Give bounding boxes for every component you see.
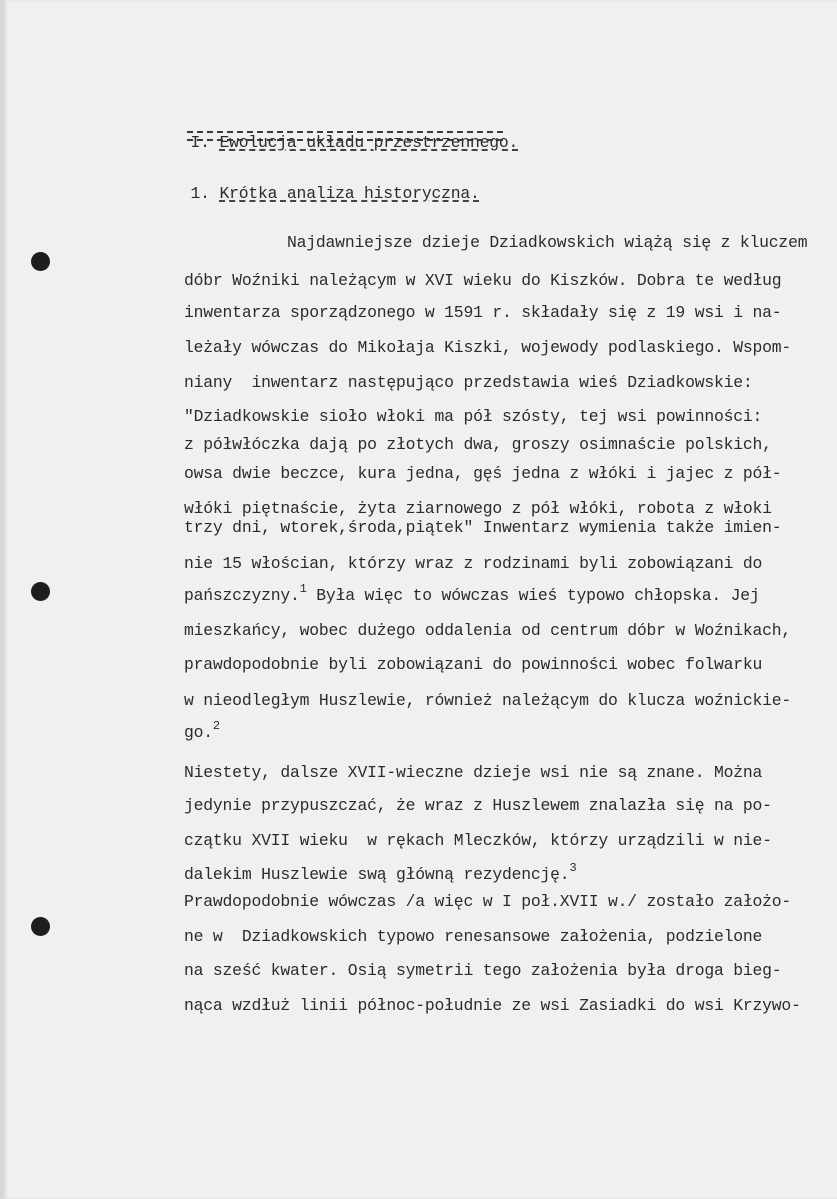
document-page xyxy=(4,0,837,1199)
text-line xyxy=(287,234,807,252)
text-line xyxy=(184,656,762,674)
line-text: Prawdopodobnie wówczas /a więc w I poł.XVII w./ zostało założo- xyxy=(184,892,792,911)
line-text: Najdawniejsze dzieje Dziadkowskich wiążą się z kluczem xyxy=(287,233,808,252)
line-text: Niestety, dalsze XVII-wieczne dzieje wsi nie są znane. Można xyxy=(184,763,763,782)
text-line xyxy=(184,374,753,392)
footnote-marker: 2 xyxy=(212,719,220,733)
line-text: nie 15 włościan, którzy wraz z rodzinami byli zobowiązani do xyxy=(184,554,763,573)
text-line xyxy=(184,962,781,980)
text-line xyxy=(184,928,762,946)
line-text: trzy dni, wtorek,środa,piątek" Inwentarz wymienia także imien- xyxy=(184,518,782,537)
line-text: na sześć kwater. Osią symetrii tego założenia była droga bieg- xyxy=(184,961,782,980)
line-text: mieszkańcy, wobec dużego oddalenia od centrum dóbr w Woźnikach, xyxy=(184,621,792,640)
punch-hole xyxy=(31,917,50,936)
text-line xyxy=(184,339,791,357)
line-text: nąca wzdłuż linii północ-południe ze wsi Zasiadki do wsi Krzywo- xyxy=(184,996,801,1015)
line-text: jedynie przypuszczać, że wraz z Huszlewem znalazła się na po- xyxy=(184,796,772,815)
line-text: leżały wówczas do Mikołaja Kiszki, wojewody podlaskiego. Wspom- xyxy=(184,338,792,357)
line-text: z półwłóczka dają po złotych dwa, groszy osimnaście polskich, xyxy=(184,435,772,454)
subsection-number: 1. xyxy=(190,184,210,203)
subsection-heading xyxy=(152,167,480,221)
text-line xyxy=(184,622,791,640)
section-title: Ewolucja układu przestrzennego. xyxy=(219,133,519,152)
double-underline xyxy=(187,131,503,141)
line-text: inwentarza sporządzonego w 1591 r. składały się z 19 wsi i na- xyxy=(184,303,782,322)
text-line xyxy=(184,582,760,605)
line-text-continued: Była więc to wówczas wieś typowo chłopska. Jej xyxy=(306,586,760,605)
text-line xyxy=(184,436,772,454)
text-line xyxy=(184,519,781,537)
section-heading xyxy=(152,116,518,170)
line-text: czątku XVII wieku w rękach Mleczków, którzy urządzili w nie- xyxy=(184,831,772,850)
text-line xyxy=(184,272,781,290)
line-text: prawdopodobnie byli zobowiązani do powinności wobec folwarku xyxy=(184,655,763,674)
footnote-marker: 1 xyxy=(299,582,307,596)
line-text: w nieodległym Huszlewie, również należącym do klucza woźnickie- xyxy=(184,691,792,710)
punch-hole xyxy=(31,582,50,601)
line-text: pańszczyzny. xyxy=(184,586,300,605)
text-line xyxy=(184,893,791,911)
line-text: niany inwentarz następująco przedstawia wieś Dziadkowskie: xyxy=(184,373,753,392)
text-line xyxy=(184,692,791,710)
text-line xyxy=(184,304,781,322)
section-number: I. xyxy=(190,133,210,152)
text-line xyxy=(184,764,762,782)
text-line xyxy=(184,555,762,573)
line-text: dóbr Woźniki należącym w XVI wieku do Kiszków. Dobra te według xyxy=(184,271,782,290)
line-text: ne w Dziadkowskich typowo renesansowe założenia, podzielone xyxy=(184,927,763,946)
text-line xyxy=(184,832,772,850)
punch-hole xyxy=(31,252,50,271)
line-text: włóki piętnaście, żyta ziarnowego z pół włóki, robota z włoki xyxy=(184,499,772,518)
text-line xyxy=(184,719,220,742)
text-line xyxy=(184,997,801,1015)
footnote-marker: 3 xyxy=(569,861,577,875)
line-text: owsa dwie beczce, kura jedna, gęś jedna z włóki i jajec z pół- xyxy=(184,464,782,483)
subsection-title: Krótka analiza historyczna. xyxy=(219,184,480,203)
line-text: dalekim Huszlewie swą główną rezydencję. xyxy=(184,865,570,884)
line-text: go. xyxy=(184,723,213,742)
line-text: "Dziadkowskie sioło włoki ma pół szósty, tej wsi powinności: xyxy=(184,407,763,426)
text-line xyxy=(184,500,772,518)
text-line xyxy=(184,408,762,426)
text-line xyxy=(184,465,781,483)
text-line xyxy=(184,861,577,884)
text-line xyxy=(184,797,772,815)
